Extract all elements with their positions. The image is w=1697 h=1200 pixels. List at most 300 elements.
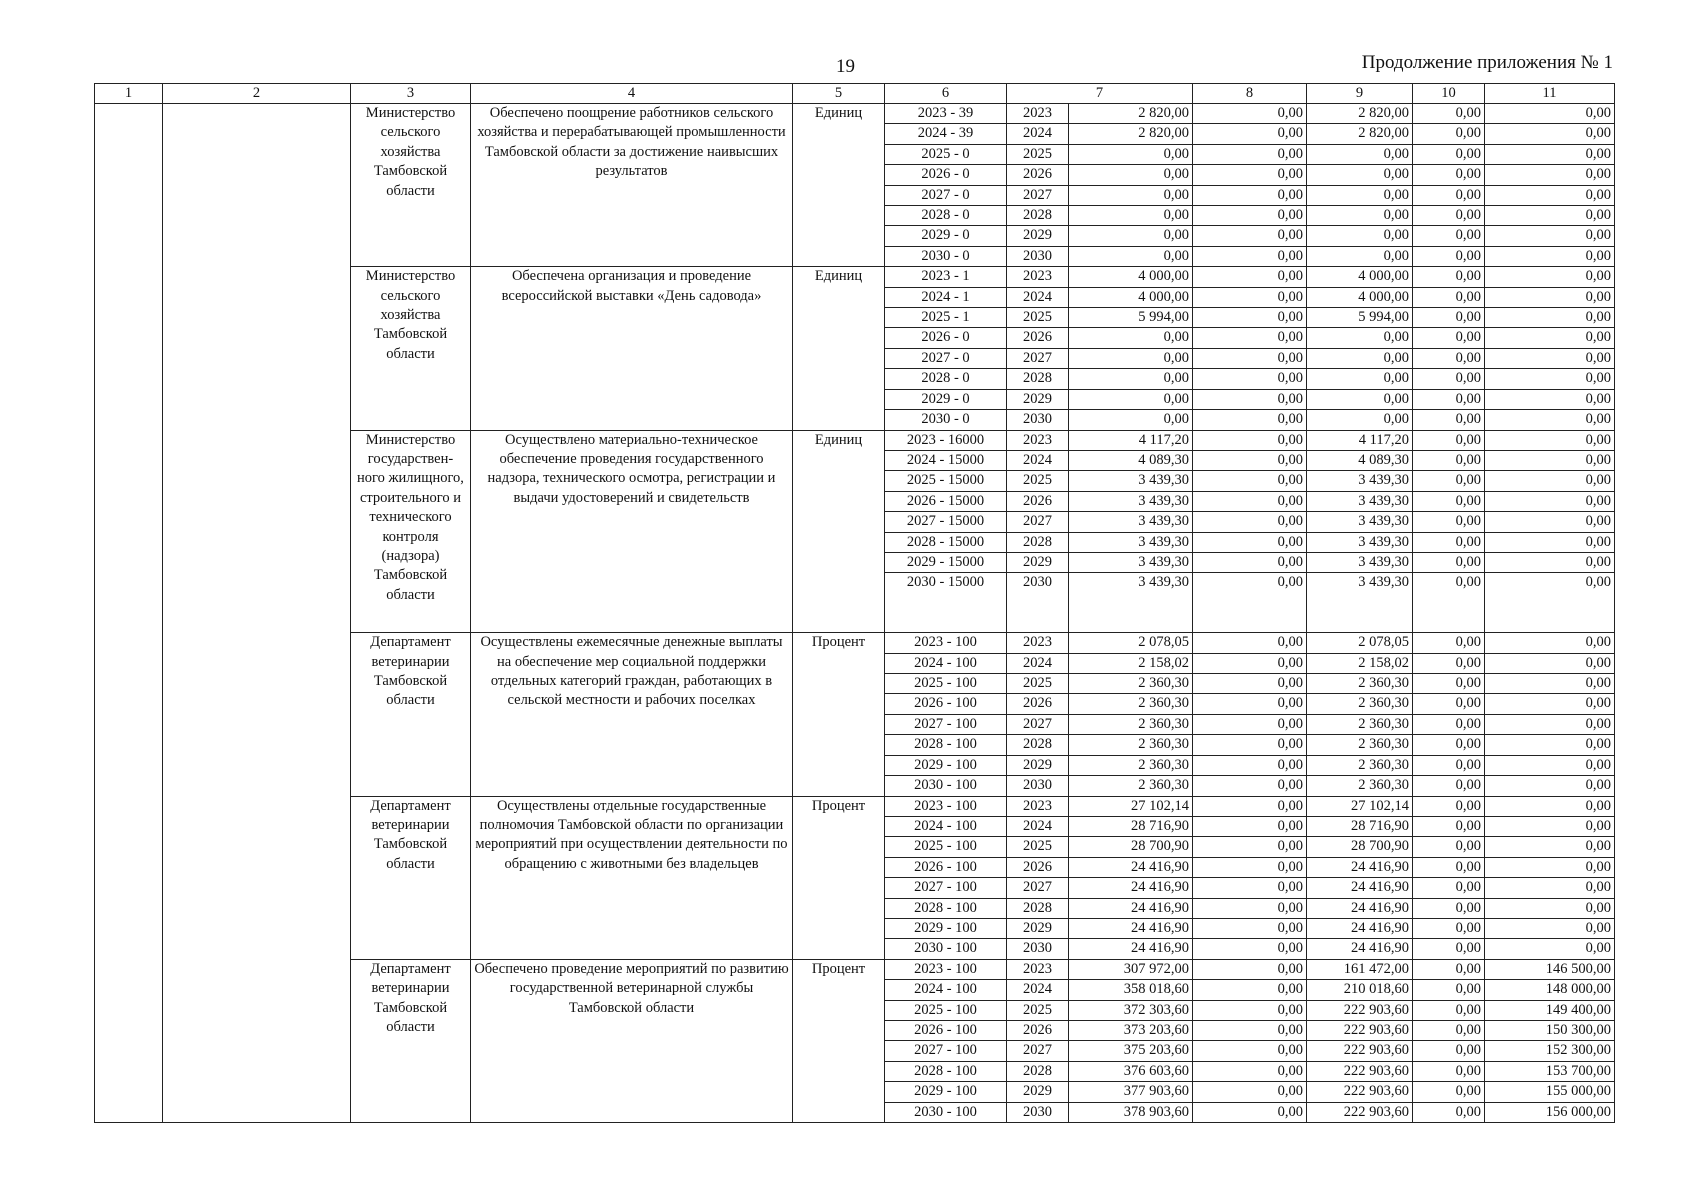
year-cell: 2024 — [1007, 653, 1069, 673]
target-value-cell: 2025 - 100 — [885, 674, 1007, 694]
total-amount-cell: 3 439,30 — [1069, 491, 1193, 511]
regional-budget-cell: 2 360,30 — [1307, 674, 1413, 694]
target-value-cell: 2025 - 0 — [885, 144, 1007, 164]
total-amount-cell: 0,00 — [1069, 246, 1193, 266]
total-amount-cell: 372 303,60 — [1069, 1000, 1193, 1020]
federal-budget-cell: 0,00 — [1193, 796, 1307, 816]
year-cell: 2030 — [1007, 1102, 1069, 1122]
target-value-cell: 2026 - 100 — [885, 694, 1007, 714]
local-budget-cell: 0,00 — [1413, 898, 1485, 918]
local-budget-cell: 0,00 — [1413, 165, 1485, 185]
total-amount-cell: 376 603,60 — [1069, 1061, 1193, 1081]
regional-budget-cell: 0,00 — [1307, 328, 1413, 348]
responsible-org-cell: Министерство сельского хозяйства Тамбовской области — [351, 104, 471, 267]
local-budget-cell: 0,00 — [1413, 796, 1485, 816]
table-body — [95, 104, 1615, 1123]
regional-budget-cell: 0,00 — [1307, 246, 1413, 266]
year-cell: 2026 — [1007, 694, 1069, 714]
federal-budget-cell: 0,00 — [1193, 1020, 1307, 1040]
other-sources-cell: 148 000,00 — [1485, 980, 1615, 1000]
regional-budget-cell: 222 903,60 — [1307, 1041, 1413, 1061]
regional-budget-cell: 0,00 — [1307, 144, 1413, 164]
spacer-cell — [1007, 593, 1069, 633]
year-cell: 2029 — [1007, 918, 1069, 938]
total-amount-cell: 0,00 — [1069, 328, 1193, 348]
result-description-cell: Осуществлены ежемесячные денежные выплаты на обеспечение мер социальной поддержки отдельных категорий граждан, работающих в сельской местности и рабочих поселках — [471, 633, 793, 796]
local-budget-cell: 0,00 — [1413, 124, 1485, 144]
regional-budget-cell: 0,00 — [1307, 369, 1413, 389]
other-sources-cell: 150 300,00 — [1485, 1020, 1615, 1040]
year-cell: 2025 — [1007, 837, 1069, 857]
total-amount-cell: 377 903,60 — [1069, 1082, 1193, 1102]
total-amount-cell: 0,00 — [1069, 185, 1193, 205]
target-value-cell: 2024 - 39 — [885, 124, 1007, 144]
target-value-cell: 2026 - 0 — [885, 328, 1007, 348]
regional-budget-cell: 28 716,90 — [1307, 816, 1413, 836]
regional-budget-cell: 3 439,30 — [1307, 532, 1413, 552]
regional-budget-cell: 28 700,90 — [1307, 837, 1413, 857]
target-value-cell: 2024 - 15000 — [885, 450, 1007, 470]
regional-budget-cell: 0,00 — [1307, 389, 1413, 409]
year-cell: 2025 — [1007, 674, 1069, 694]
other-sources-cell: 0,00 — [1485, 776, 1615, 796]
target-value-cell: 2024 - 100 — [885, 980, 1007, 1000]
federal-budget-cell: 0,00 — [1193, 104, 1307, 124]
federal-budget-cell: 0,00 — [1193, 898, 1307, 918]
year-cell: 2030 — [1007, 776, 1069, 796]
other-sources-cell: 0,00 — [1485, 837, 1615, 857]
col2-empty — [163, 104, 351, 1123]
total-amount-cell: 2 360,30 — [1069, 735, 1193, 755]
federal-budget-cell: 0,00 — [1193, 653, 1307, 673]
unit-cell: Процент — [793, 633, 885, 796]
year-cell: 2028 — [1007, 532, 1069, 552]
regional-budget-cell: 2 820,00 — [1307, 104, 1413, 124]
year-cell: 2023 — [1007, 633, 1069, 653]
target-value-cell: 2027 - 0 — [885, 348, 1007, 368]
target-value-cell: 2023 - 16000 — [885, 430, 1007, 450]
header-cell: 10 — [1413, 84, 1485, 104]
regional-budget-cell: 0,00 — [1307, 206, 1413, 226]
unit-cell: Процент — [793, 796, 885, 959]
total-amount-cell: 24 416,90 — [1069, 918, 1193, 938]
local-budget-cell: 0,00 — [1413, 287, 1485, 307]
federal-budget-cell: 0,00 — [1193, 450, 1307, 470]
header-cell: 3 — [351, 84, 471, 104]
target-value-cell: 2027 - 100 — [885, 714, 1007, 734]
regional-budget-cell: 4 000,00 — [1307, 287, 1413, 307]
local-budget-cell: 0,00 — [1413, 1000, 1485, 1020]
federal-budget-cell: 0,00 — [1193, 878, 1307, 898]
local-budget-cell: 0,00 — [1413, 1020, 1485, 1040]
regional-budget-cell: 3 439,30 — [1307, 552, 1413, 572]
local-budget-cell: 0,00 — [1413, 653, 1485, 673]
local-budget-cell: 0,00 — [1413, 267, 1485, 287]
other-sources-cell: 0,00 — [1485, 573, 1615, 593]
year-cell: 2027 — [1007, 348, 1069, 368]
regional-budget-cell: 4 117,20 — [1307, 430, 1413, 450]
header-cell: 6 — [885, 84, 1007, 104]
target-value-cell: 2029 - 0 — [885, 226, 1007, 246]
other-sources-cell: 0,00 — [1485, 796, 1615, 816]
target-value-cell: 2029 - 0 — [885, 389, 1007, 409]
regional-budget-cell: 222 903,60 — [1307, 1061, 1413, 1081]
federal-budget-cell: 0,00 — [1193, 491, 1307, 511]
year-cell: 2025 — [1007, 144, 1069, 164]
total-amount-cell: 358 018,60 — [1069, 980, 1193, 1000]
regional-budget-cell: 27 102,14 — [1307, 796, 1413, 816]
unit-cell: Процент — [793, 959, 885, 1122]
total-amount-cell: 0,00 — [1069, 165, 1193, 185]
regional-budget-cell: 0,00 — [1307, 165, 1413, 185]
other-sources-cell: 0,00 — [1485, 653, 1615, 673]
year-cell: 2024 — [1007, 124, 1069, 144]
total-amount-cell: 373 203,60 — [1069, 1020, 1193, 1040]
total-amount-cell: 4 000,00 — [1069, 287, 1193, 307]
target-value-cell: 2023 - 39 — [885, 104, 1007, 124]
federal-budget-cell: 0,00 — [1193, 552, 1307, 572]
local-budget-cell: 0,00 — [1413, 512, 1485, 532]
year-cell: 2027 — [1007, 878, 1069, 898]
federal-budget-cell: 0,00 — [1193, 369, 1307, 389]
other-sources-cell: 0,00 — [1485, 124, 1615, 144]
local-budget-cell: 0,00 — [1413, 776, 1485, 796]
total-amount-cell: 307 972,00 — [1069, 959, 1193, 979]
target-value-cell: 2028 - 100 — [885, 898, 1007, 918]
total-amount-cell: 378 903,60 — [1069, 1102, 1193, 1122]
federal-budget-cell: 0,00 — [1193, 1102, 1307, 1122]
local-budget-cell: 0,00 — [1413, 573, 1485, 593]
page-number: 19 — [836, 56, 855, 77]
federal-budget-cell: 0,00 — [1193, 471, 1307, 491]
total-amount-cell: 24 416,90 — [1069, 857, 1193, 877]
target-value-cell: 2023 - 100 — [885, 633, 1007, 653]
result-description-cell: Обеспечено поощрение работников сельского хозяйства и перерабатывающей промышленности Тамбовской области за достижение наивысших результатов — [471, 104, 793, 267]
other-sources-cell: 0,00 — [1485, 389, 1615, 409]
other-sources-cell: 0,00 — [1485, 471, 1615, 491]
total-amount-cell: 5 994,00 — [1069, 308, 1193, 328]
local-budget-cell: 0,00 — [1413, 369, 1485, 389]
local-budget-cell: 0,00 — [1413, 471, 1485, 491]
other-sources-cell: 0,00 — [1485, 246, 1615, 266]
year-cell: 2027 — [1007, 714, 1069, 734]
other-sources-cell: 0,00 — [1485, 410, 1615, 430]
year-cell: 2030 — [1007, 246, 1069, 266]
target-value-cell: 2026 - 15000 — [885, 491, 1007, 511]
table-row — [95, 104, 1615, 124]
federal-budget-cell: 0,00 — [1193, 918, 1307, 938]
other-sources-cell: 0,00 — [1485, 512, 1615, 532]
other-sources-cell: 146 500,00 — [1485, 959, 1615, 979]
year-cell: 2026 — [1007, 1020, 1069, 1040]
regional-budget-cell: 161 472,00 — [1307, 959, 1413, 979]
federal-budget-cell: 0,00 — [1193, 573, 1307, 593]
local-budget-cell: 0,00 — [1413, 1061, 1485, 1081]
target-value-cell: 2025 - 15000 — [885, 471, 1007, 491]
federal-budget-cell: 0,00 — [1193, 389, 1307, 409]
local-budget-cell: 0,00 — [1413, 348, 1485, 368]
other-sources-cell: 0,00 — [1485, 308, 1615, 328]
other-sources-cell: 0,00 — [1485, 206, 1615, 226]
regional-budget-cell: 2 078,05 — [1307, 633, 1413, 653]
local-budget-cell: 0,00 — [1413, 918, 1485, 938]
federal-budget-cell: 0,00 — [1193, 512, 1307, 532]
local-budget-cell: 0,00 — [1413, 185, 1485, 205]
regional-budget-cell: 2 360,30 — [1307, 714, 1413, 734]
federal-budget-cell: 0,00 — [1193, 348, 1307, 368]
regional-budget-cell: 0,00 — [1307, 348, 1413, 368]
federal-budget-cell: 0,00 — [1193, 144, 1307, 164]
year-cell: 2030 — [1007, 573, 1069, 593]
other-sources-cell: 0,00 — [1485, 430, 1615, 450]
year-cell: 2030 — [1007, 939, 1069, 959]
regional-budget-cell: 2 360,30 — [1307, 735, 1413, 755]
federal-budget-cell: 0,00 — [1193, 124, 1307, 144]
total-amount-cell: 3 439,30 — [1069, 512, 1193, 532]
federal-budget-cell: 0,00 — [1193, 1061, 1307, 1081]
unit-cell: Единиц — [793, 267, 885, 430]
total-amount-cell: 2 158,02 — [1069, 653, 1193, 673]
local-budget-cell: 0,00 — [1413, 144, 1485, 164]
other-sources-cell: 0,00 — [1485, 674, 1615, 694]
target-value-cell: 2026 - 100 — [885, 857, 1007, 877]
other-sources-cell: 0,00 — [1485, 714, 1615, 734]
other-sources-cell: 0,00 — [1485, 755, 1615, 775]
local-budget-cell: 0,00 — [1413, 1102, 1485, 1122]
local-budget-cell: 0,00 — [1413, 857, 1485, 877]
spacer-cell — [885, 593, 1007, 633]
regional-budget-cell: 5 994,00 — [1307, 308, 1413, 328]
other-sources-cell: 0,00 — [1485, 165, 1615, 185]
local-budget-cell: 0,00 — [1413, 837, 1485, 857]
total-amount-cell: 2 360,30 — [1069, 694, 1193, 714]
total-amount-cell: 375 203,60 — [1069, 1041, 1193, 1061]
target-value-cell: 2024 - 1 — [885, 287, 1007, 307]
federal-budget-cell: 0,00 — [1193, 410, 1307, 430]
other-sources-cell: 0,00 — [1485, 633, 1615, 653]
target-value-cell: 2028 - 100 — [885, 1061, 1007, 1081]
other-sources-cell: 149 400,00 — [1485, 1000, 1615, 1020]
regional-budget-cell: 0,00 — [1307, 410, 1413, 430]
local-budget-cell: 0,00 — [1413, 1041, 1485, 1061]
regional-budget-cell: 2 158,02 — [1307, 653, 1413, 673]
local-budget-cell: 0,00 — [1413, 939, 1485, 959]
federal-budget-cell: 0,00 — [1193, 165, 1307, 185]
target-value-cell: 2024 - 100 — [885, 816, 1007, 836]
total-amount-cell: 4 117,20 — [1069, 430, 1193, 450]
result-description-cell: Осуществлено материально-техническое обеспечение проведения государственного надзора, технического осмотра, регистрации и выдачи удостоверений и свидетельств — [471, 430, 793, 633]
unit-cell: Единиц — [793, 104, 885, 267]
other-sources-cell: 0,00 — [1485, 918, 1615, 938]
year-cell: 2023 — [1007, 430, 1069, 450]
local-budget-cell: 0,00 — [1413, 532, 1485, 552]
total-amount-cell: 2 360,30 — [1069, 755, 1193, 775]
total-amount-cell: 0,00 — [1069, 206, 1193, 226]
target-value-cell: 2024 - 100 — [885, 653, 1007, 673]
local-budget-cell: 0,00 — [1413, 104, 1485, 124]
responsible-org-cell: Министерство сельского хозяйства Тамбовской области — [351, 267, 471, 430]
other-sources-cell: 156 000,00 — [1485, 1102, 1615, 1122]
header-row — [95, 84, 1615, 104]
col1-empty — [95, 104, 163, 1123]
responsible-org-cell: Департамент ветеринарии Тамбовской области — [351, 796, 471, 959]
federal-budget-cell: 0,00 — [1193, 1041, 1307, 1061]
year-cell: 2023 — [1007, 796, 1069, 816]
other-sources-cell: 0,00 — [1485, 287, 1615, 307]
local-budget-cell: 0,00 — [1413, 1082, 1485, 1102]
federal-budget-cell: 0,00 — [1193, 776, 1307, 796]
other-sources-cell: 0,00 — [1485, 735, 1615, 755]
year-cell: 2028 — [1007, 735, 1069, 755]
year-cell: 2029 — [1007, 1082, 1069, 1102]
other-sources-cell: 152 300,00 — [1485, 1041, 1615, 1061]
total-amount-cell: 0,00 — [1069, 348, 1193, 368]
year-cell: 2028 — [1007, 369, 1069, 389]
federal-budget-cell: 0,00 — [1193, 633, 1307, 653]
responsible-org-cell: Департамент ветеринарии Тамбовской области — [351, 959, 471, 1122]
local-budget-cell: 0,00 — [1413, 410, 1485, 430]
other-sources-cell: 0,00 — [1485, 898, 1615, 918]
local-budget-cell: 0,00 — [1413, 246, 1485, 266]
regional-budget-cell: 3 439,30 — [1307, 573, 1413, 593]
target-value-cell: 2027 - 100 — [885, 878, 1007, 898]
target-value-cell: 2027 - 0 — [885, 185, 1007, 205]
total-amount-cell: 27 102,14 — [1069, 796, 1193, 816]
local-budget-cell: 0,00 — [1413, 308, 1485, 328]
federal-budget-cell: 0,00 — [1193, 532, 1307, 552]
year-cell: 2027 — [1007, 1041, 1069, 1061]
federal-budget-cell: 0,00 — [1193, 980, 1307, 1000]
regional-budget-cell: 24 416,90 — [1307, 857, 1413, 877]
result-description-cell: Осуществлены отдельные государственные полномочия Тамбовской области по организации мероприятий при осуществлении деятельности по обращению с животными без владельцев — [471, 796, 793, 959]
other-sources-cell: 0,00 — [1485, 939, 1615, 959]
federal-budget-cell: 0,00 — [1193, 837, 1307, 857]
target-value-cell: 2030 - 0 — [885, 246, 1007, 266]
federal-budget-cell: 0,00 — [1193, 755, 1307, 775]
federal-budget-cell: 0,00 — [1193, 857, 1307, 877]
regional-budget-cell: 210 018,60 — [1307, 980, 1413, 1000]
total-amount-cell: 24 416,90 — [1069, 878, 1193, 898]
spacer-cell — [1485, 593, 1615, 633]
regional-budget-cell: 3 439,30 — [1307, 471, 1413, 491]
target-value-cell: 2029 - 100 — [885, 1082, 1007, 1102]
year-cell: 2027 — [1007, 185, 1069, 205]
federal-budget-cell: 0,00 — [1193, 308, 1307, 328]
federal-budget-cell: 0,00 — [1193, 816, 1307, 836]
local-budget-cell: 0,00 — [1413, 714, 1485, 734]
other-sources-cell: 0,00 — [1485, 857, 1615, 877]
target-value-cell: 2029 - 100 — [885, 755, 1007, 775]
spacer-cell — [1193, 593, 1307, 633]
total-amount-cell: 28 716,90 — [1069, 816, 1193, 836]
target-value-cell: 2023 - 100 — [885, 796, 1007, 816]
federal-budget-cell: 0,00 — [1193, 694, 1307, 714]
regional-budget-cell: 3 439,30 — [1307, 512, 1413, 532]
target-value-cell: 2030 - 15000 — [885, 573, 1007, 593]
target-value-cell: 2023 - 1 — [885, 267, 1007, 287]
total-amount-cell: 4 089,30 — [1069, 450, 1193, 470]
other-sources-cell: 0,00 — [1485, 532, 1615, 552]
local-budget-cell: 0,00 — [1413, 206, 1485, 226]
year-cell: 2028 — [1007, 898, 1069, 918]
target-value-cell: 2027 - 15000 — [885, 512, 1007, 532]
other-sources-cell: 0,00 — [1485, 491, 1615, 511]
regional-budget-cell: 2 360,30 — [1307, 776, 1413, 796]
other-sources-cell: 0,00 — [1485, 450, 1615, 470]
regional-budget-cell: 24 416,90 — [1307, 918, 1413, 938]
year-cell: 2029 — [1007, 389, 1069, 409]
year-cell: 2028 — [1007, 1061, 1069, 1081]
total-amount-cell: 2 820,00 — [1069, 104, 1193, 124]
local-budget-cell: 0,00 — [1413, 552, 1485, 572]
other-sources-cell: 0,00 — [1485, 267, 1615, 287]
total-amount-cell: 0,00 — [1069, 226, 1193, 246]
header-cell: 2 — [163, 84, 351, 104]
regional-budget-cell: 0,00 — [1307, 185, 1413, 205]
local-budget-cell: 0,00 — [1413, 633, 1485, 653]
federal-budget-cell: 0,00 — [1193, 246, 1307, 266]
other-sources-cell: 0,00 — [1485, 226, 1615, 246]
local-budget-cell: 0,00 — [1413, 959, 1485, 979]
target-value-cell: 2030 - 100 — [885, 1102, 1007, 1122]
appendix-table — [94, 83, 1615, 1123]
spacer-cell — [1307, 593, 1413, 633]
other-sources-cell: 0,00 — [1485, 878, 1615, 898]
other-sources-cell: 0,00 — [1485, 328, 1615, 348]
other-sources-cell: 155 000,00 — [1485, 1082, 1615, 1102]
total-amount-cell: 4 000,00 — [1069, 267, 1193, 287]
year-cell: 2029 — [1007, 226, 1069, 246]
local-budget-cell: 0,00 — [1413, 878, 1485, 898]
federal-budget-cell: 0,00 — [1193, 735, 1307, 755]
target-value-cell: 2023 - 100 — [885, 959, 1007, 979]
year-cell: 2025 — [1007, 1000, 1069, 1020]
total-amount-cell: 3 439,30 — [1069, 471, 1193, 491]
responsible-org-cell: Министерство государствен-ного жилищного, строительного и технического контроля (надзора) Тамбовской области — [351, 430, 471, 633]
target-value-cell: 2025 - 1 — [885, 308, 1007, 328]
total-amount-cell: 2 820,00 — [1069, 124, 1193, 144]
target-value-cell: 2025 - 100 — [885, 1000, 1007, 1020]
other-sources-cell: 0,00 — [1485, 104, 1615, 124]
total-amount-cell: 2 360,30 — [1069, 674, 1193, 694]
total-amount-cell: 2 360,30 — [1069, 714, 1193, 734]
header-cell: 8 — [1193, 84, 1307, 104]
federal-budget-cell: 0,00 — [1193, 328, 1307, 348]
regional-budget-cell: 4 089,30 — [1307, 450, 1413, 470]
target-value-cell: 2029 - 15000 — [885, 552, 1007, 572]
responsible-org-cell: Департамент ветеринарии Тамбовской области — [351, 633, 471, 796]
year-cell: 2023 — [1007, 104, 1069, 124]
year-cell: 2025 — [1007, 308, 1069, 328]
target-value-cell: 2026 - 100 — [885, 1020, 1007, 1040]
year-cell: 2026 — [1007, 491, 1069, 511]
unit-cell: Единиц — [793, 430, 885, 633]
target-value-cell: 2028 - 0 — [885, 369, 1007, 389]
federal-budget-cell: 0,00 — [1193, 267, 1307, 287]
result-description-cell: Обеспечено проведение мероприятий по развитию государственной ветеринарной службы Тамбовской области — [471, 959, 793, 1122]
year-cell: 2024 — [1007, 450, 1069, 470]
total-amount-cell: 28 700,90 — [1069, 837, 1193, 857]
year-cell: 2025 — [1007, 471, 1069, 491]
other-sources-cell: 153 700,00 — [1485, 1061, 1615, 1081]
total-amount-cell: 0,00 — [1069, 410, 1193, 430]
target-value-cell: 2028 - 0 — [885, 206, 1007, 226]
federal-budget-cell: 0,00 — [1193, 430, 1307, 450]
local-budget-cell: 0,00 — [1413, 735, 1485, 755]
target-value-cell: 2028 - 15000 — [885, 532, 1007, 552]
federal-budget-cell: 0,00 — [1193, 674, 1307, 694]
regional-budget-cell: 24 416,90 — [1307, 939, 1413, 959]
